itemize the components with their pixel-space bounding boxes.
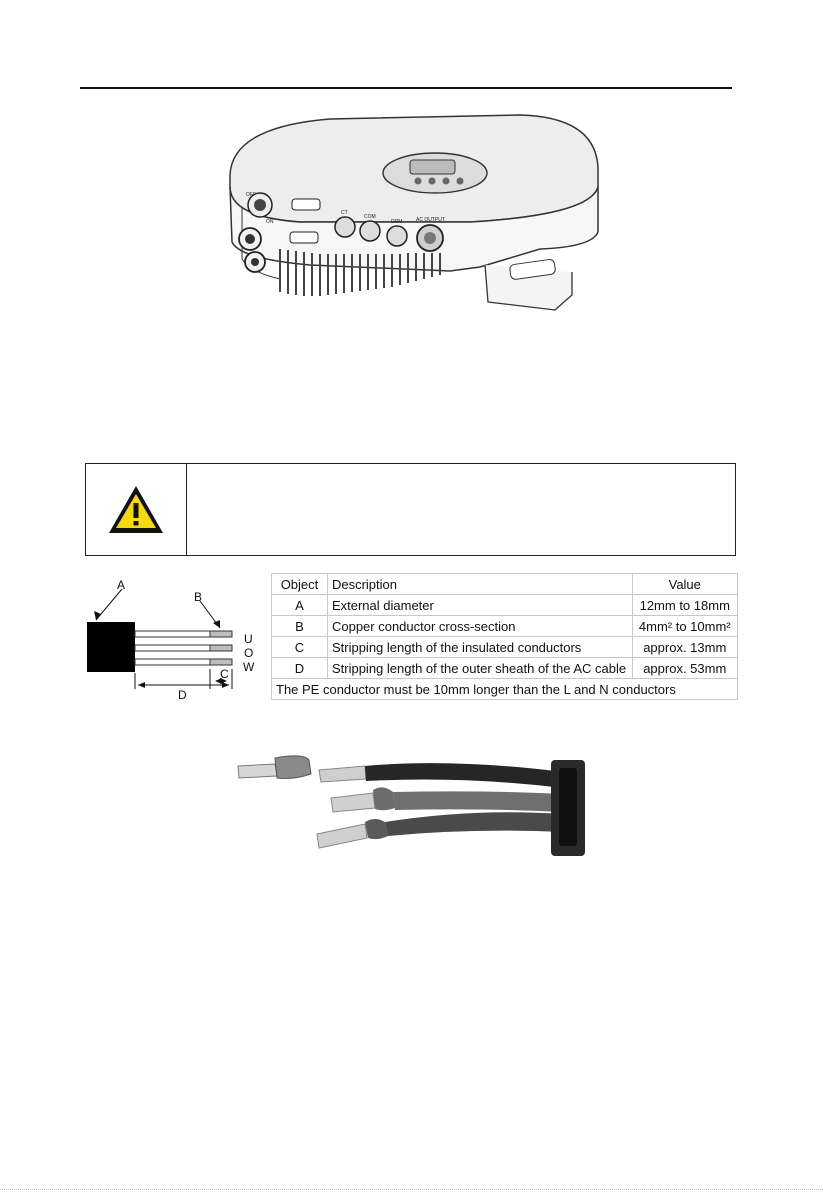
- label-on: ON: [266, 219, 274, 225]
- row-description: Stripping length of the outer sheath of the AC cable: [327, 658, 632, 679]
- row-object: A: [272, 595, 328, 616]
- conductor-label-o: O: [244, 646, 254, 660]
- row-object: B: [272, 616, 328, 637]
- label-off: OFF: [246, 192, 256, 198]
- warning-box: [85, 463, 736, 556]
- pe-conductor-note: The PE conductor must be 10mm longer than the L and N conductors: [272, 679, 738, 700]
- cable-stripping-diagram: [82, 577, 260, 708]
- bottom-dotted-rule: [0, 1189, 823, 1190]
- label-ct: CT: [341, 210, 348, 216]
- diagram-label-c: C: [220, 667, 229, 681]
- warning-triangle-icon: [106, 483, 166, 537]
- diagram-label-b: B: [194, 590, 203, 604]
- header-value: Value: [632, 574, 737, 595]
- inverter-illustration: [220, 97, 605, 312]
- table-note-row: [272, 679, 738, 700]
- row-value: approx. 13mm: [632, 637, 737, 658]
- label-com: COM: [364, 214, 376, 220]
- header-object: Object: [272, 574, 328, 595]
- row-description: External diameter: [327, 595, 632, 616]
- row-object: C: [272, 637, 328, 658]
- cable-sheath: [87, 622, 135, 672]
- diagram-label-d: D: [178, 688, 187, 702]
- header-description: Description: [327, 574, 632, 595]
- conductor-label-w: W: [243, 660, 255, 674]
- cable-ferrule-photo: [233, 738, 591, 858]
- table-row: [272, 595, 738, 616]
- table-row: [272, 658, 738, 679]
- table-row: [272, 637, 738, 658]
- row-description: Stripping length of the insulated conductors: [327, 637, 632, 658]
- row-object: D: [272, 658, 328, 679]
- diagram-label-a: A: [117, 578, 126, 592]
- row-value: approx. 53mm: [632, 658, 737, 679]
- table-row: [272, 616, 738, 637]
- label-ac-output: AC OUTPUT: [416, 217, 445, 223]
- header-rule: [80, 87, 732, 89]
- label-drm: DRM: [391, 219, 403, 225]
- row-description: Copper conductor cross-section: [327, 616, 632, 637]
- warning-icon-cell: [86, 464, 187, 555]
- row-value: 4mm² to 10mm²: [632, 616, 737, 637]
- cable-spec-table: [271, 573, 738, 700]
- conductor-label-u: U: [244, 632, 253, 646]
- row-value: 12mm to 18mm: [632, 595, 737, 616]
- table-header-row: [272, 574, 738, 595]
